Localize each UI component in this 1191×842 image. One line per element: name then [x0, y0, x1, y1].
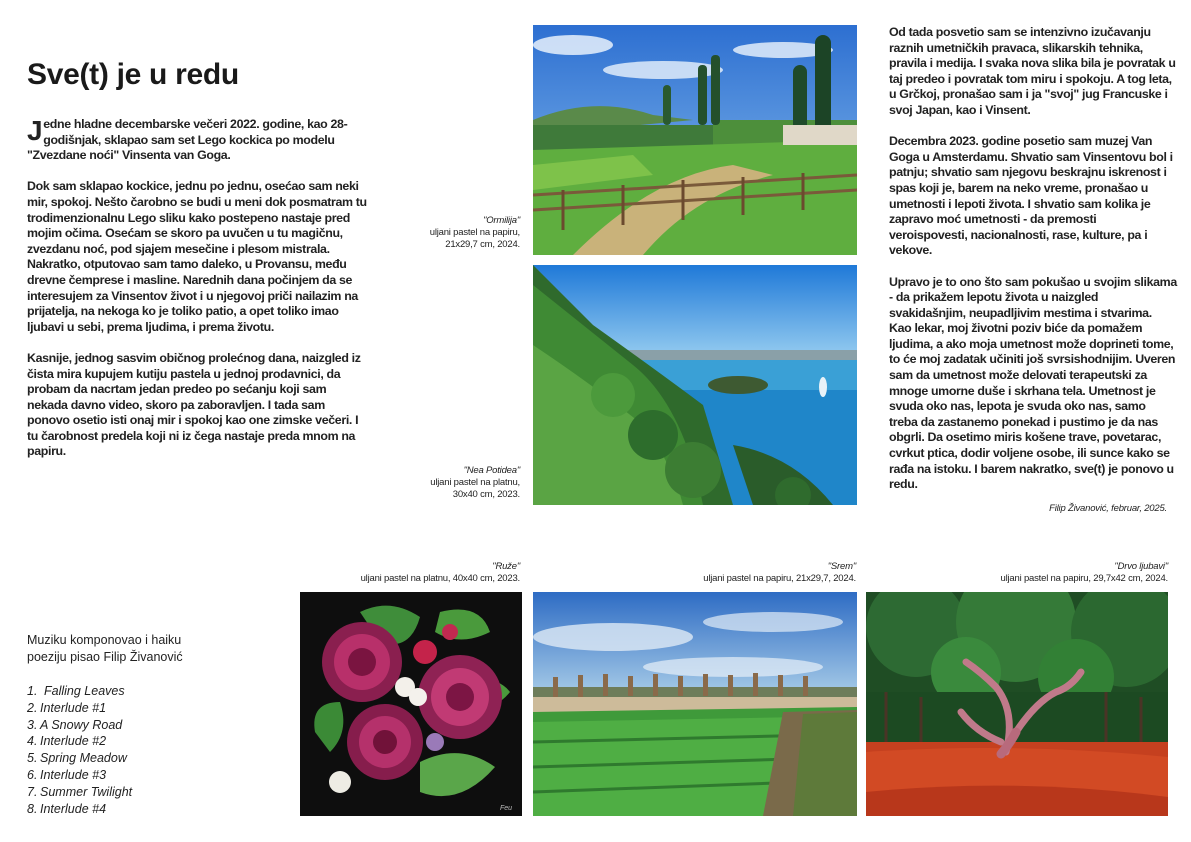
track-list: [27, 683, 132, 817]
track-item: 5. Spring Meadow: [27, 751, 127, 766]
track-item: 1. Falling Leaves: [27, 684, 125, 698]
music-credit: [27, 632, 183, 666]
caption-size-year: 21x29,7 cm, 2024.: [445, 239, 520, 250]
paragraph-5: Decembra 2023. godine posetio sam muzej Van Goga u Amsterdamu. Shvatio sam Vinsentovu bol i patnju; shvatio sam njegovu beskrajnu iskrenost i spas koji je, barem na neko vreme, pronašao u umetnosti i lepoti života. I shvatio sam kolika je zapravo moć umetnosti - da premosti veroispovesti, nacionalnosti, rase, kulture, pa i vekove.: [889, 134, 1173, 258]
caption-size-year: 30x40 cm, 2023.: [452, 489, 520, 500]
track-item: 4. Interlude #2: [27, 734, 107, 749]
caption-medium: uljani pastel na papiru,: [429, 227, 520, 238]
intro-text-column: [27, 117, 367, 476]
caption-srem: [600, 561, 856, 585]
caption-title: "Drvo ljubavi": [1114, 561, 1168, 572]
track-item: 6. Interlude #3: [27, 767, 107, 782]
caption-ormilija: [380, 215, 520, 251]
caption-details: uljani pastel na platnu, 40x40 cm, 2023.: [360, 573, 520, 584]
painting-srem: [533, 592, 857, 816]
author-signature: Filip Živanović, februar, 2025.: [1049, 503, 1167, 514]
track-item: 3. A Snowy Road: [27, 717, 123, 732]
page-title: Sve(t) je u redu: [27, 58, 239, 91]
drop-cap: J: [27, 115, 43, 146]
story-text-column: [889, 25, 1177, 508]
track-item: 2. Interlude #1: [27, 700, 107, 715]
paragraph-3: Kasnije, jednog sasvim običnog prolećnog dana, naizgled iz čista mira kupujem kutiju pastela u jednoj prodavnici, da probam da nacrtam jedan predeo po sećanju koji sam nekada davno video, skoro pa zaboravljen. I tada sam ponovo osetio isti onaj mir i spokoj kao one zimske večeri. I tu čarobnost predela koji ni iz čega nastaje preda mnom na papiru.: [27, 350, 361, 459]
track-item: 8. Interlude #4: [27, 801, 107, 816]
paragraph-1: [27, 117, 367, 164]
music-credit-line-1: Muziku komponovao i haiku: [27, 633, 182, 647]
paragraph-2: Dok sam sklapao kockice, jednu po jednu, osećao sam neki mir, spokoj. Nešto čarobno se budi u meni dok posmatram tu trodimenzionalnu Lego sliku kako postepeno nastaje pred mojim očima. Osećam se skoro pa uvučen u tu magičnu, zvezdanu noć, pod sjajem mesečine i plesom mistrala. Nakratko, otputovao sam tamo daleko, u Provansu, među drevne čemprese i masline. Narednih dana počinjem da se interesujem za Vinsentov život i u njegovoj priči nailazim na prijatelja, na nekoga ko je toliko patio, a opet toliko imao ljubavi u sebi, prema ljudima, i prema životu.: [27, 179, 367, 334]
track-item: 7. Summer Twilight: [27, 784, 133, 799]
paragraph-1-text: edne hladne decembarske večeri 2022. godine, kao 28-godišnjak, sklapao sam set Lego kockica po modelu "Zvezdane noći" Vinsenta van Goga.: [27, 117, 348, 163]
paragraph-6: Upravo je to ono što sam pokušao u svojim slikama - da prikažem lepotu života u naizgled svakidašnjim, neupadljivim mestima i stvarima. Kao lekar, moj životni poziv biće da pomažem ljudima, a ako moja umetnost može doprineti tome, to će moj zadatak učiniti još svrsishodnijim. Uveren sam da umetnost može delovati terapeutski za mnoge umorne duše i skrhana tela. Umetnost je svuda oko nas, lepota je svuda oko nas, samo treba da zastanemo ponekad i pustimo je da nas obgrli. Da osetimo miris košene trave, povetarac, cvrkut ptica, dodir voljene osobe, ili sunce kako se rađa na istoku. I barem nakratko, sve(t) je ponovo u redu.: [889, 274, 1177, 492]
caption-ruze: [300, 561, 520, 585]
music-credit-line-2: poeziju pisao Filip Živanović: [27, 649, 183, 664]
caption-title: "Nea Potidea": [463, 465, 520, 476]
caption-title: "Srem": [827, 561, 856, 572]
caption-details: uljani pastel na papiru, 21x29,7, 2024.: [703, 573, 856, 584]
caption-title: "Ormilija": [483, 215, 520, 226]
painting-ormilija: [533, 25, 857, 255]
painting-ruze: [300, 592, 522, 816]
painting-drvo-ljubavi: [866, 592, 1168, 816]
caption-title: "Ruže": [492, 561, 520, 572]
caption-drvo-ljubavi: [920, 561, 1168, 585]
painting-nea-potidea: [533, 265, 857, 505]
caption-medium: uljani pastel na platnu,: [430, 477, 520, 488]
caption-details: uljani pastel na papiru, 29,7x42 cm, 2024.: [1000, 573, 1168, 584]
svg-text:Feu: Feu: [500, 805, 513, 812]
paragraph-4: Od tada posvetio sam se intenzivno izučavanju raznih umetničkih pravaca, slikarskih tehnika, pravila i medija. I svaka nova slika bila je povratak u taj predeo i povratak tom miru i spokoju. A tog leta, u Grčkoj, pronašao sam i ja "svoj" jug Francuske i svoj Japan, kao i Vinsent.: [889, 25, 1176, 117]
caption-nea-potidea: [380, 465, 520, 501]
